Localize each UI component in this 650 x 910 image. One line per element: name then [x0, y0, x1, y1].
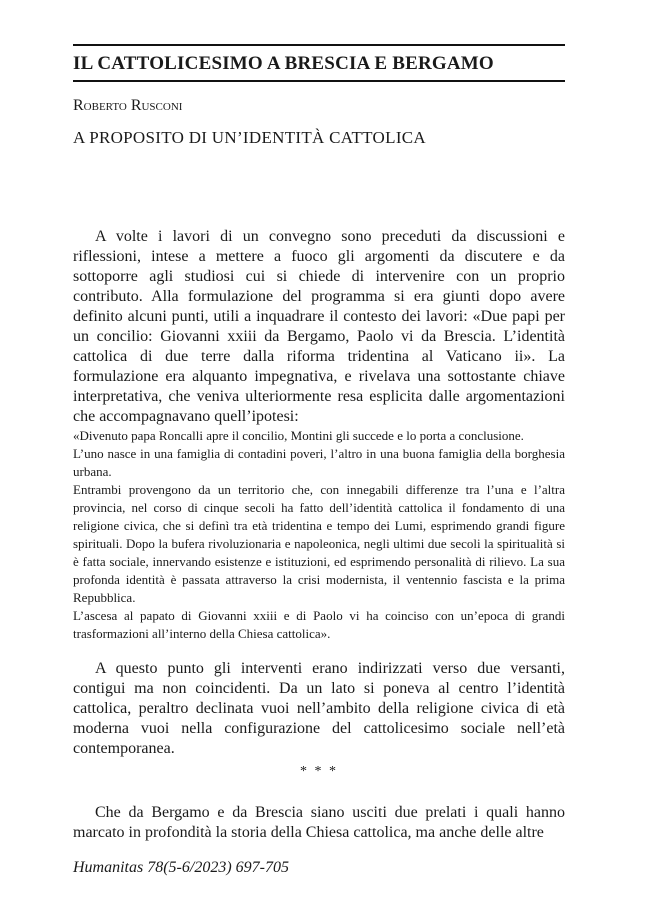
article-title: A PROPOSITO DI UN’IDENTITÀ CATTOLICA [73, 128, 426, 147]
body-paragraph-1: A volte i lavori di un convegno sono preceduti da discussioni e riflessioni, intese a mettere a fuoco gli argomenti da discutere e da sottoporre agli studiosi cui si chiede di intervenire con un proprio contributo. Alla formulazione del programma si era giunti dopo avere definito alcuni punti, utili a inquadrare il contesto dei lavori: «Due papi per un concilio: Giovanni xxiii da Bergamo, Paolo vi da Brescia. L’identità cattolica di due terre dalla riforma tridentina al Vaticano ii». La formulazione era alquanto impegnativa, e rivelava una sottostante chiave interpretativa, che veniva ulteriormente resa esplicita dalle argomentazioni che accompagnavano quell’ipotesi: [73, 228, 565, 425]
section-separator: * * * [300, 764, 338, 779]
quote-line: «Divenuto papa Roncalli apre il concilio, Montini gli succede e lo porta a conclusione. [73, 428, 524, 443]
header-rule-bottom [73, 80, 565, 82]
quote-line: L’uno nasce in una famiglia di contadini poveri, l’altro in una buona famiglia della borghesia urbana. [73, 446, 565, 479]
journal-citation: Humanitas 78(5-6/2023) 697-705 [73, 859, 289, 876]
block-quote [73, 427, 565, 643]
article-author: Roberto Rusconi [73, 97, 183, 114]
quote-line: Entrambi provengono da un territorio che, con innegabili differenze tra l’una e l’altra provincia, nel corso di cinque secoli ha fatto dell’identità cattolica il fondamento di una religione civica, che si definì tra età tridentina e tempo dei Lumi, esprimendo grandi figure spirituali. Dopo la bufera rivoluzionaria e napoleonica, negli ultimi due secoli la spiritualità si è fatta sociale, innervando esistenze e istituzioni, ed esprimendo personalità di rilievo. La sua profonda identità è passata attraverso la crisi modernista, il ventennio fascista e la prima Repubblica. [73, 482, 565, 605]
quote-line: L’ascesa al papato di Giovanni xxiii e di Paolo vi ha coinciso con un’epoca di grandi trasformazioni all’interno della Chiesa cattolica». [73, 608, 565, 641]
body-paragraph-3: Che da Bergamo e da Brescia siano usciti due prelati i quali hanno marcato in profondità la storia della Chiesa cattolica, ma anche delle altre [73, 804, 565, 841]
header-rule-top [73, 44, 565, 46]
body-paragraph-2: A questo punto gli interventi erano indirizzati verso due versanti, contigui ma non coincidenti. Da un lato si poneva al centro l’identità cattolica, peraltro declinata vuoi nell’ambito della religione civica di età moderna vuoi nella configurazione del cattolicesimo sociale nell’età contemporanea. [73, 660, 565, 757]
series-title: IL CATTOLICESIMO A BRESCIA E BERGAMO [73, 53, 494, 74]
